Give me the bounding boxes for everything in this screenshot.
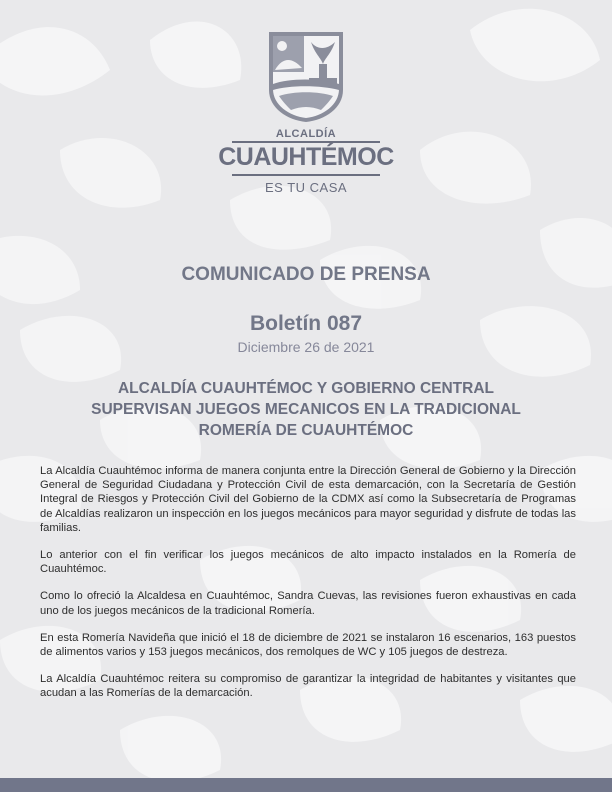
logo-name-text: CUAUHTÉMOC	[218, 143, 394, 171]
paragraph-1: La Alcaldía Cuauhtémoc informa de manera conjunta entre la Dirección General de Gobierno y la Dirección General de Seguridad Ciudadana y Protección Civil de esta demarcación, con la Secretaría de Gestión Integral de Riesgos y Protección Civil del Gobierno de la CDMX así como la Subsecretaría de Programas de Alcaldías realizaron un inspección en los juegos mecánicos para mayor seguridad y disfrute de todas las familias.	[40, 465, 576, 534]
headline-line-2: SUPERVISAN JUEGOS MECANICOS EN LA TRADICIONAL	[91, 401, 521, 418]
coat-of-arms-icon	[265, 28, 347, 124]
bulletin-date: Diciembre 26 de 2021	[237, 339, 375, 355]
body-text	[40, 464, 576, 714]
headline-line-1: ALCALDÍA CUAUHTÉMOC Y GOBIERNO CENTRAL	[117, 380, 495, 397]
headline-line-3: ROMERÍA DE CUAUHTÉMOC	[198, 422, 414, 439]
document-title: COMUNICADO DE PRENSA	[181, 264, 431, 285]
logo-bottom-rule	[232, 174, 380, 176]
paragraph-5: La Alcaldía Cuauhtémoc reitera su compromiso de garantizar la integridad de habitantes y visitantes que acudan a las Romerías de la demarcación.	[40, 673, 576, 700]
logo-tagline: ES TU CASA	[264, 180, 348, 195]
paragraph-2: Lo anterior con el fin verificar los juegos mecánicos de alto impacto instalados en la Romería de Cuauhtémoc.	[40, 549, 576, 576]
headline	[60, 378, 552, 441]
bulletin-number: Boletín 087	[249, 312, 363, 335]
paragraph-4: En esta Romería Navideña que inició el 18 de diciembre de 2021 se instalaron 16 escenarios, 163 puestos de alimentos varios y 153 juegos mecánicos, dos remolques de WC y 105 juegos de destreza.	[40, 631, 576, 659]
footer-bar	[0, 778, 612, 792]
logo-alcaldia-text: ALCALDÍA	[275, 128, 337, 140]
paragraph-3: Como lo ofreció la Alcaldesa en Cuauhtémoc, Sandra Cuevas, las revisiones fueron exhaustivas en cada uno de los juegos mecánicos de la tradicional Romería.	[40, 590, 576, 617]
